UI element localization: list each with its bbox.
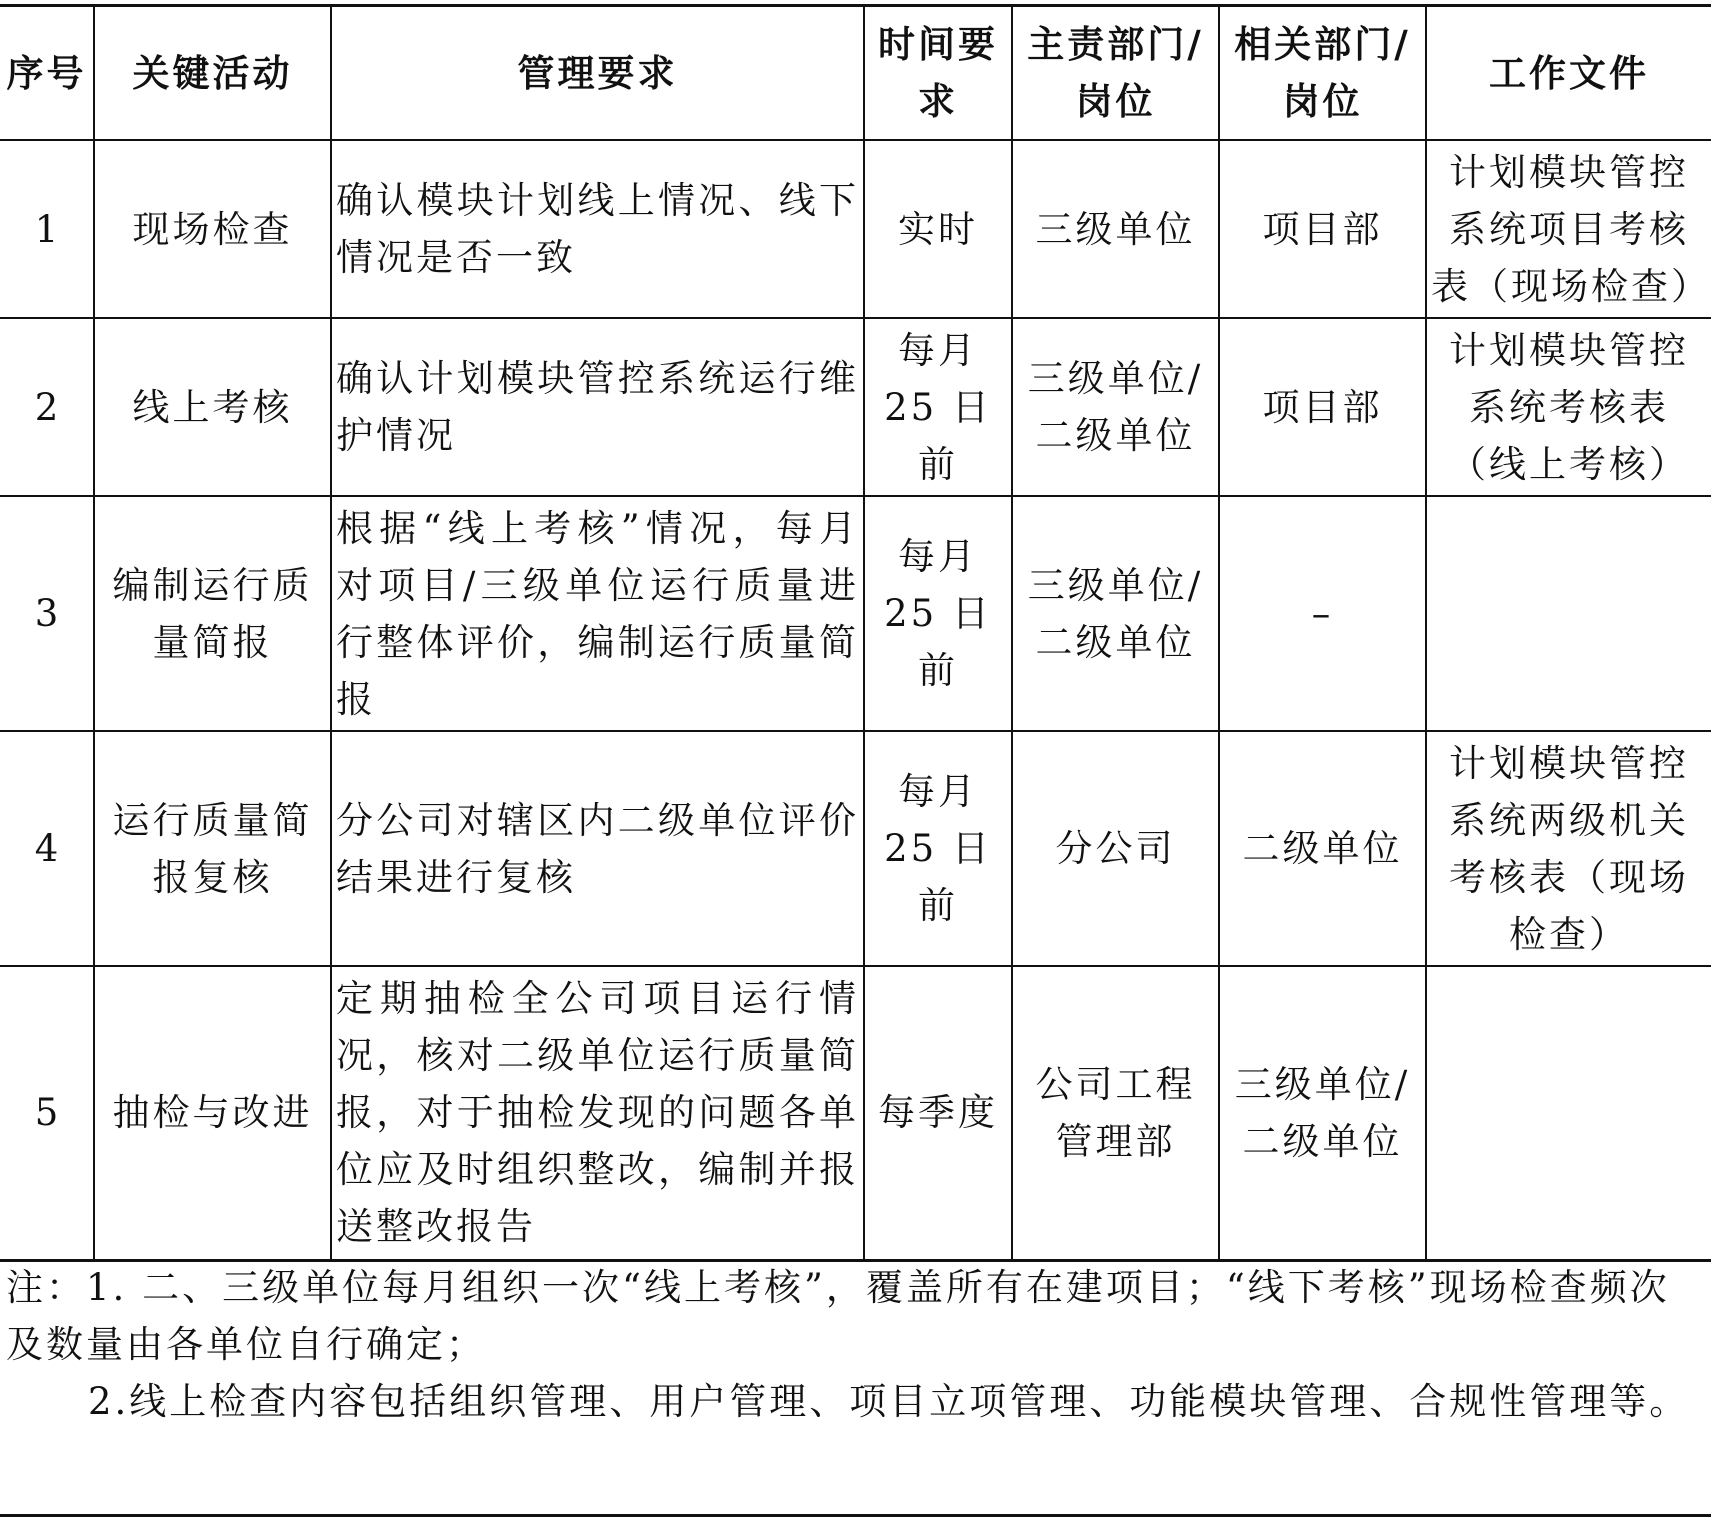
cell-seq: 3 xyxy=(0,496,94,731)
table-notes xyxy=(6,1259,1706,1430)
header-seq: 序号 xyxy=(0,7,94,140)
table-row xyxy=(0,966,1711,1260)
header-time: 时间要求 xyxy=(864,7,1012,140)
cell-activity: 编制运行质量简报 xyxy=(94,496,331,731)
cell-docs xyxy=(1426,496,1711,731)
cell-related-dept: 项目部 xyxy=(1219,318,1426,496)
cell-activity: 抽检与改进 xyxy=(94,966,331,1260)
cell-main-dept: 公司工程管理部 xyxy=(1012,966,1219,1260)
header-docs: 工作文件 xyxy=(1426,7,1711,140)
cell-seq: 1 xyxy=(0,140,94,318)
table-row xyxy=(0,140,1711,318)
header-related-dept: 相关部门/岗位 xyxy=(1219,7,1426,140)
cell-requirement: 确认模块计划线上情况、线下情况是否一致 xyxy=(331,140,864,318)
cell-docs: 计划模块管控系统两级机关考核表（现场检查） xyxy=(1426,731,1711,966)
cell-time: 每季度 xyxy=(864,966,1012,1260)
table-row xyxy=(0,318,1711,496)
note-line-2: 2.线上检查内容包括组织管理、用户管理、项目立项管理、功能模块管理、合规性管理等。 xyxy=(88,1380,1690,1423)
cell-main-dept: 三级单位/二级单位 xyxy=(1012,496,1219,731)
header-main-dept: 主责部门/岗位 xyxy=(1012,7,1219,140)
cell-activity: 运行质量简报复核 xyxy=(94,731,331,966)
table-row xyxy=(0,496,1711,731)
cell-docs: 计划模块管控系统项目考核表（现场检查） xyxy=(1426,140,1711,318)
header-row xyxy=(0,7,1711,140)
cell-time: 实时 xyxy=(864,140,1012,318)
cell-time: 每月 25 日前 xyxy=(864,731,1012,966)
table-row xyxy=(0,731,1711,966)
cell-activity: 现场检查 xyxy=(94,140,331,318)
header-activity: 关键活动 xyxy=(94,7,331,140)
bottom-rule xyxy=(0,1514,1711,1517)
cell-main-dept: 三级单位 xyxy=(1012,140,1219,318)
note-line-1: 注：1. 二、三级单位每月组织一次“线上考核”，覆盖所有在建项目；“线下考核”现场检查频次及数量由各单位自行确定； xyxy=(6,1266,1670,1366)
cell-seq: 4 xyxy=(0,731,94,966)
cell-activity: 线上考核 xyxy=(94,318,331,496)
cell-requirement: 分公司对辖区内二级单位评价结果进行复核 xyxy=(331,731,864,966)
cell-requirement: 确认计划模块管控系统运行维护情况 xyxy=(331,318,864,496)
cell-related-dept: 三级单位/二级单位 xyxy=(1219,966,1426,1260)
cell-requirement: 定期抽检全公司项目运行情况，核对二级单位运行质量简报，对于抽检发现的问题各单位应及时组织整改，编制并报送整改报告 xyxy=(331,966,864,1260)
cell-time: 每月 25 日前 xyxy=(864,496,1012,731)
cell-seq: 2 xyxy=(0,318,94,496)
cell-main-dept: 三级单位/二级单位 xyxy=(1012,318,1219,496)
cell-related-dept: 二级单位 xyxy=(1219,731,1426,966)
cell-main-dept: 分公司 xyxy=(1012,731,1219,966)
cell-docs: 计划模块管控系统考核表（线上考核） xyxy=(1426,318,1711,496)
cell-requirement: 根据“线上考核”情况，每月对项目/三级单位运行质量进行整体评价，编制运行质量简报 xyxy=(331,496,864,731)
cell-related-dept: 项目部 xyxy=(1219,140,1426,318)
cell-time: 每月 25 日前 xyxy=(864,318,1012,496)
cell-seq: 5 xyxy=(0,966,94,1260)
cell-docs xyxy=(1426,966,1711,1260)
cell-related-dept: – xyxy=(1219,496,1426,731)
activity-table xyxy=(0,7,1711,1262)
header-requirement: 管理要求 xyxy=(331,7,864,140)
